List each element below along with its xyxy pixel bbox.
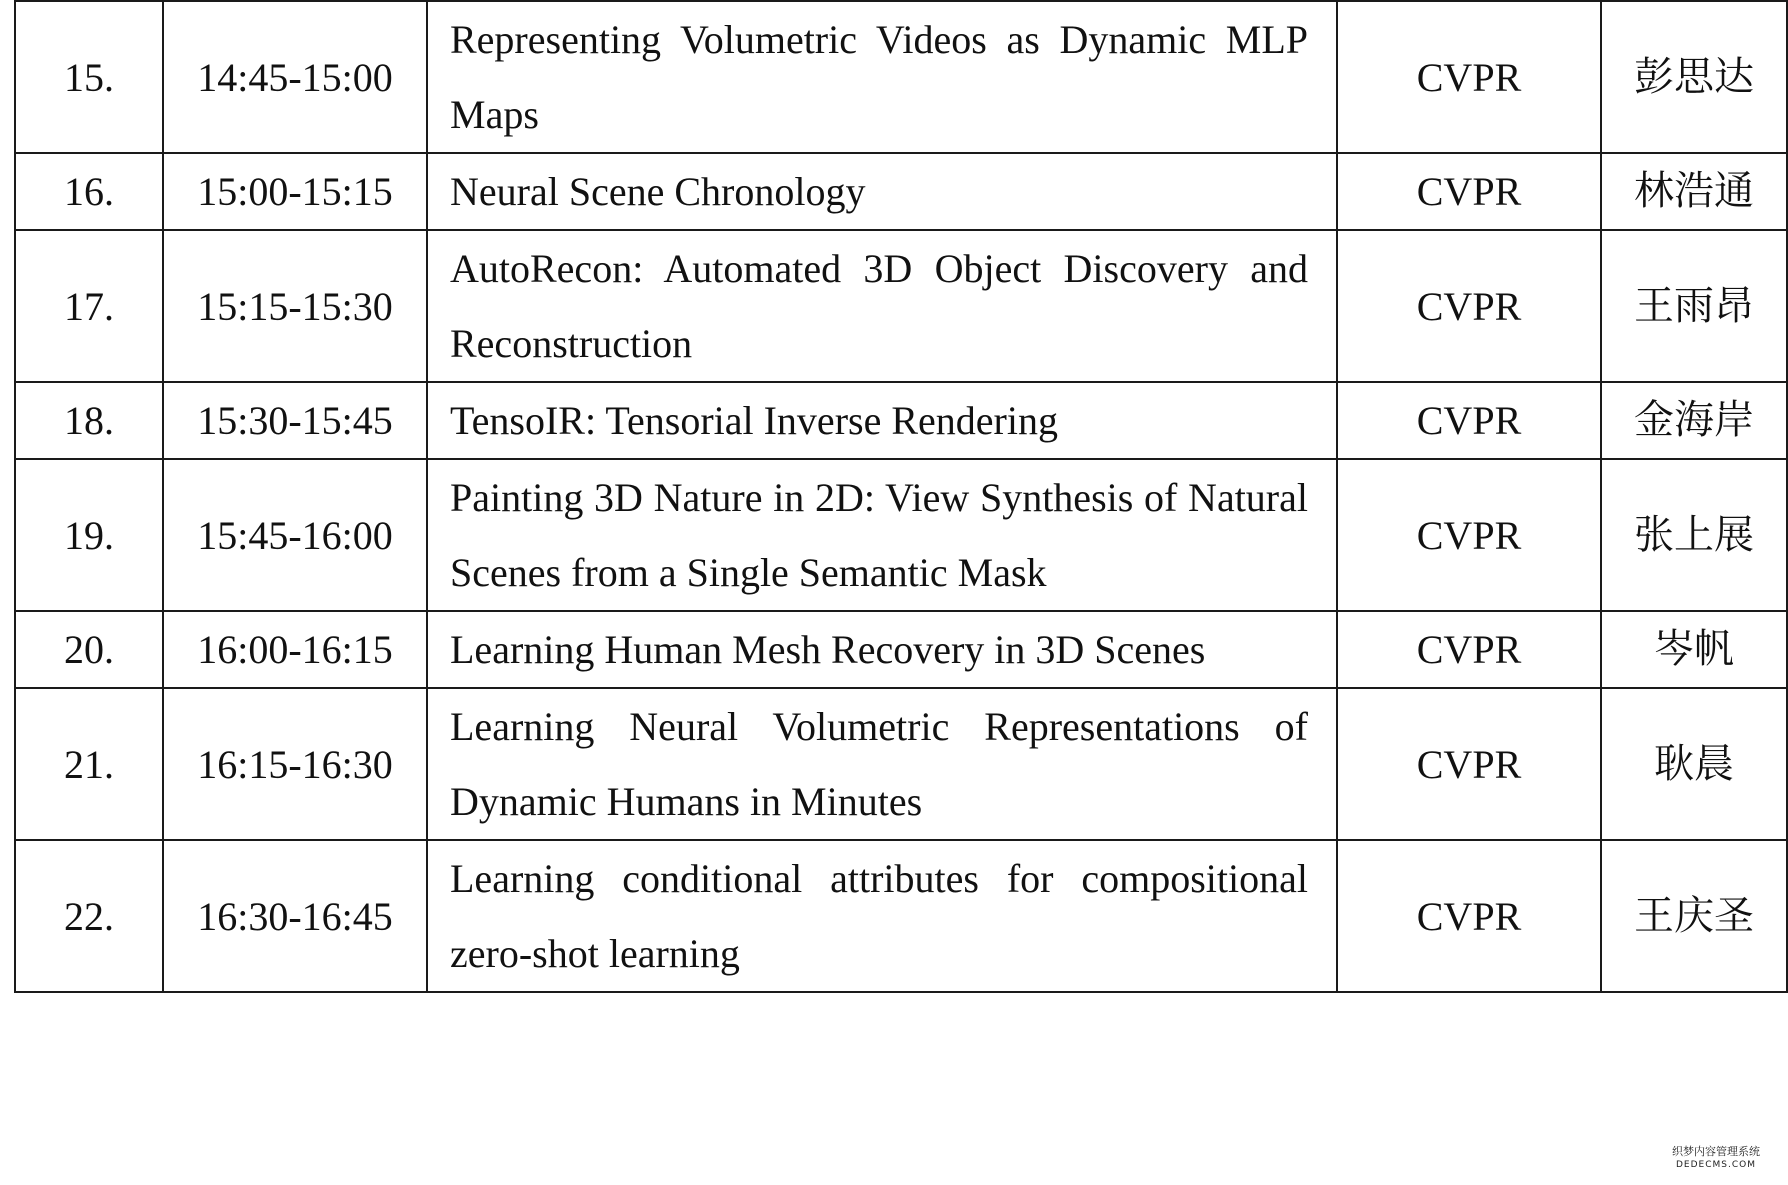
venue: CVPR [1337,1,1601,153]
table-row [15,1,1787,153]
time-slot: 16:15-16:30 [163,688,427,840]
venue: CVPR [1337,382,1601,459]
venue: CVPR [1337,230,1601,382]
venue: CVPR [1337,153,1601,230]
presenter-name: 王庆圣 [1601,840,1787,992]
time-slot: 16:30-16:45 [163,840,427,992]
time-slot: 15:30-15:45 [163,382,427,459]
venue: CVPR [1337,688,1601,840]
paper-title: Learning Human Mesh Recovery in 3D Scenes [427,611,1337,688]
presenter-name: 岑帆 [1601,611,1787,688]
time-slot: 15:15-15:30 [163,230,427,382]
table-row [15,153,1787,230]
presenter-name: 耿晨 [1601,688,1787,840]
watermark [1656,1145,1776,1171]
table-row [15,459,1787,611]
time-slot: 14:45-15:00 [163,1,427,153]
table-row [15,611,1787,688]
row-number: 19. [15,459,163,611]
presenter-name: 林浩通 [1601,153,1787,230]
presenter-name: 彭思达 [1601,1,1787,153]
time-slot: 16:00-16:15 [163,611,427,688]
row-number: 15. [15,1,163,153]
paper-title: TensoIR: Tensorial Inverse Rendering [427,382,1337,459]
watermark-line: 织梦内容管理系统 [1672,1145,1760,1158]
time-slot: 15:45-16:00 [163,459,427,611]
row-number: 18. [15,382,163,459]
table-row [15,230,1787,382]
time-slot: 15:00-15:15 [163,153,427,230]
paper-title: Representing Volumetric Videos as Dynamic MLP Maps [427,1,1337,153]
row-number: 21. [15,688,163,840]
paper-title: Painting 3D Nature in 2D: View Synthesis of Natural Scenes from a Single Semantic Mask [427,459,1337,611]
paper-title: Learning conditional attributes for compositional zero-shot learning [427,840,1337,992]
watermark-url: DEDECMS.COM [1676,1160,1756,1170]
presenter-name: 金海岸 [1601,382,1787,459]
table-row [15,688,1787,840]
row-number: 16. [15,153,163,230]
presenter-name: 王雨昂 [1601,230,1787,382]
row-number: 22. [15,840,163,992]
venue: CVPR [1337,611,1601,688]
presenter-name: 张上展 [1601,459,1787,611]
venue: CVPR [1337,459,1601,611]
paper-title: Neural Scene Chronology [427,153,1337,230]
schedule-table [14,0,1788,993]
paper-title: Learning Neural Volumetric Representations of Dynamic Humans in Minutes [427,688,1337,840]
venue: CVPR [1337,840,1601,992]
row-number: 17. [15,230,163,382]
table-row [15,840,1787,992]
row-number: 20. [15,611,163,688]
table-row [15,382,1787,459]
paper-title: AutoRecon: Automated 3D Object Discovery and Reconstruction [427,230,1337,382]
